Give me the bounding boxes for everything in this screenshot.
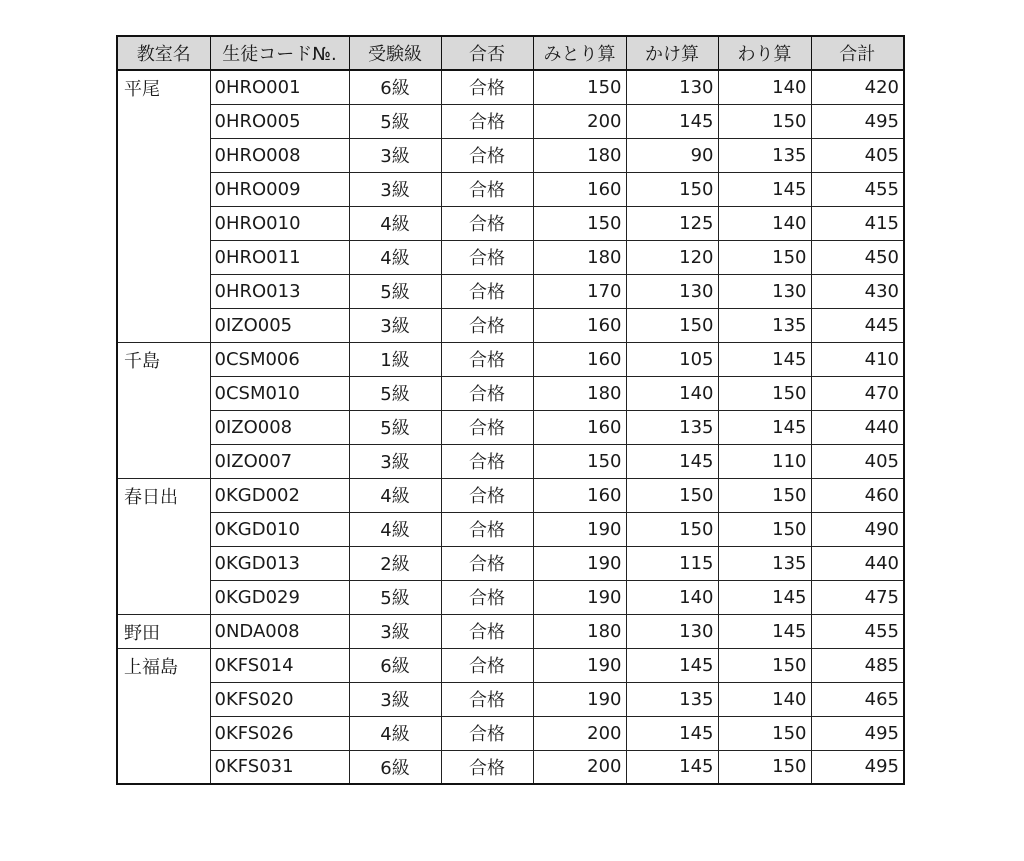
total-score-cell: 495	[811, 750, 904, 784]
grade-cell: 3級	[349, 614, 441, 648]
total-score-cell: 460	[811, 478, 904, 512]
multiplication-score-cell: 145	[626, 716, 718, 750]
multiplication-score-cell: 150	[626, 308, 718, 342]
grade-cell: 1級	[349, 342, 441, 376]
student-code-cell: 0CSM006	[210, 342, 349, 376]
mitori-score-cell: 180	[533, 614, 626, 648]
result-cell: 合格	[441, 648, 533, 682]
total-score-cell: 440	[811, 546, 904, 580]
result-cell: 合格	[441, 274, 533, 308]
division-score-cell: 150	[718, 750, 811, 784]
result-cell: 合格	[441, 478, 533, 512]
room-cell	[117, 240, 210, 274]
division-score-cell: 150	[718, 104, 811, 138]
table-row	[117, 240, 904, 274]
table-row	[117, 376, 904, 410]
result-cell: 合格	[441, 716, 533, 750]
total-score-cell: 430	[811, 274, 904, 308]
table-row	[117, 546, 904, 580]
student-code-cell: 0KFS020	[210, 682, 349, 716]
multiplication-score-cell: 120	[626, 240, 718, 274]
room-cell	[117, 750, 210, 784]
result-cell: 合格	[441, 580, 533, 614]
mitori-score-cell: 160	[533, 410, 626, 444]
multiplication-score-cell: 150	[626, 512, 718, 546]
room-cell	[117, 580, 210, 614]
multiplication-score-cell: 105	[626, 342, 718, 376]
room-cell	[117, 682, 210, 716]
table-row	[117, 580, 904, 614]
room-cell	[117, 546, 210, 580]
header-division: わり算	[718, 36, 811, 70]
total-score-cell: 415	[811, 206, 904, 240]
header-result: 合否	[441, 36, 533, 70]
division-score-cell: 140	[718, 682, 811, 716]
grade-cell: 2級	[349, 546, 441, 580]
room-cell	[117, 172, 210, 206]
mitori-score-cell: 160	[533, 478, 626, 512]
result-cell: 合格	[441, 70, 533, 104]
room-cell	[117, 308, 210, 342]
student-code-cell: 0KFS014	[210, 648, 349, 682]
multiplication-score-cell: 115	[626, 546, 718, 580]
student-code-cell: 0HRO001	[210, 70, 349, 104]
result-cell: 合格	[441, 444, 533, 478]
student-code-cell: 0CSM010	[210, 376, 349, 410]
total-score-cell: 420	[811, 70, 904, 104]
multiplication-score-cell: 150	[626, 478, 718, 512]
header-row	[117, 36, 904, 70]
grade-cell: 6級	[349, 648, 441, 682]
multiplication-score-cell: 140	[626, 376, 718, 410]
result-cell: 合格	[441, 206, 533, 240]
division-score-cell: 145	[718, 172, 811, 206]
multiplication-score-cell: 145	[626, 104, 718, 138]
multiplication-score-cell: 125	[626, 206, 718, 240]
division-score-cell: 110	[718, 444, 811, 478]
grade-cell: 5級	[349, 104, 441, 138]
student-code-cell: 0KGD002	[210, 478, 349, 512]
room-cell	[117, 138, 210, 172]
grade-cell: 3級	[349, 308, 441, 342]
mitori-score-cell: 150	[533, 206, 626, 240]
division-score-cell: 150	[718, 376, 811, 410]
table-row	[117, 70, 904, 104]
mitori-score-cell: 180	[533, 376, 626, 410]
total-score-cell: 405	[811, 138, 904, 172]
header-student-code: 生徒コード№.	[210, 36, 349, 70]
grade-cell: 4級	[349, 478, 441, 512]
mitori-score-cell: 200	[533, 716, 626, 750]
student-code-cell: 0KGD013	[210, 546, 349, 580]
division-score-cell: 130	[718, 274, 811, 308]
grade-cell: 6級	[349, 750, 441, 784]
total-score-cell: 490	[811, 512, 904, 546]
division-score-cell: 135	[718, 308, 811, 342]
division-score-cell: 150	[718, 648, 811, 682]
room-cell	[117, 104, 210, 138]
mitori-score-cell: 190	[533, 682, 626, 716]
result-cell: 合格	[441, 240, 533, 274]
results-table	[116, 35, 905, 785]
room-cell: 上福島	[117, 648, 210, 682]
multiplication-score-cell: 145	[626, 648, 718, 682]
multiplication-score-cell: 140	[626, 580, 718, 614]
table-row	[117, 410, 904, 444]
room-cell: 平尾	[117, 70, 210, 104]
grade-cell: 3級	[349, 138, 441, 172]
table-row	[117, 716, 904, 750]
table-row	[117, 512, 904, 546]
result-cell: 合格	[441, 172, 533, 206]
result-cell: 合格	[441, 138, 533, 172]
mitori-score-cell: 190	[533, 648, 626, 682]
result-cell: 合格	[441, 682, 533, 716]
grade-cell: 4級	[349, 716, 441, 750]
table-row	[117, 682, 904, 716]
division-score-cell: 140	[718, 70, 811, 104]
student-code-cell: 0IZO005	[210, 308, 349, 342]
mitori-score-cell: 180	[533, 138, 626, 172]
room-cell	[117, 716, 210, 750]
result-cell: 合格	[441, 614, 533, 648]
grade-cell: 3級	[349, 172, 441, 206]
grade-cell: 5級	[349, 376, 441, 410]
division-score-cell: 150	[718, 240, 811, 274]
total-score-cell: 450	[811, 240, 904, 274]
header-exam-grade: 受験級	[349, 36, 441, 70]
multiplication-score-cell: 150	[626, 172, 718, 206]
student-code-cell: 0IZO008	[210, 410, 349, 444]
mitori-score-cell: 200	[533, 104, 626, 138]
total-score-cell: 475	[811, 580, 904, 614]
room-cell: 千島	[117, 342, 210, 376]
table-body	[117, 70, 904, 784]
result-cell: 合格	[441, 104, 533, 138]
division-score-cell: 145	[718, 410, 811, 444]
grade-cell: 6級	[349, 70, 441, 104]
room-cell: 野田	[117, 614, 210, 648]
table-row	[117, 104, 904, 138]
student-code-cell: 0NDA008	[210, 614, 349, 648]
grade-cell: 5級	[349, 580, 441, 614]
division-score-cell: 135	[718, 546, 811, 580]
total-score-cell: 405	[811, 444, 904, 478]
grade-cell: 4級	[349, 240, 441, 274]
division-score-cell: 140	[718, 206, 811, 240]
total-score-cell: 445	[811, 308, 904, 342]
room-cell: 春日出	[117, 478, 210, 512]
grade-cell: 5級	[349, 410, 441, 444]
mitori-score-cell: 160	[533, 342, 626, 376]
result-cell: 合格	[441, 750, 533, 784]
total-score-cell: 455	[811, 172, 904, 206]
mitori-score-cell: 200	[533, 750, 626, 784]
grade-cell: 3級	[349, 444, 441, 478]
table-row	[117, 648, 904, 682]
result-cell: 合格	[441, 512, 533, 546]
room-cell	[117, 376, 210, 410]
student-code-cell: 0HRO009	[210, 172, 349, 206]
student-code-cell: 0HRO013	[210, 274, 349, 308]
grade-cell: 3級	[349, 682, 441, 716]
table-row	[117, 206, 904, 240]
table-row	[117, 172, 904, 206]
division-score-cell: 150	[718, 478, 811, 512]
division-score-cell: 145	[718, 614, 811, 648]
multiplication-score-cell: 130	[626, 614, 718, 648]
multiplication-score-cell: 130	[626, 70, 718, 104]
multiplication-score-cell: 90	[626, 138, 718, 172]
mitori-score-cell: 190	[533, 546, 626, 580]
mitori-score-cell: 160	[533, 308, 626, 342]
student-code-cell: 0KGD010	[210, 512, 349, 546]
room-cell	[117, 444, 210, 478]
student-code-cell: 0KFS031	[210, 750, 349, 784]
student-code-cell: 0KFS026	[210, 716, 349, 750]
grade-cell: 4級	[349, 512, 441, 546]
total-score-cell: 455	[811, 614, 904, 648]
mitori-score-cell: 190	[533, 512, 626, 546]
mitori-score-cell: 190	[533, 580, 626, 614]
multiplication-score-cell: 135	[626, 410, 718, 444]
room-cell	[117, 206, 210, 240]
table-row	[117, 274, 904, 308]
total-score-cell: 495	[811, 104, 904, 138]
result-cell: 合格	[441, 308, 533, 342]
mitori-score-cell: 170	[533, 274, 626, 308]
student-code-cell: 0KGD029	[210, 580, 349, 614]
total-score-cell: 465	[811, 682, 904, 716]
header-total: 合計	[811, 36, 904, 70]
table-row	[117, 138, 904, 172]
multiplication-score-cell: 130	[626, 274, 718, 308]
result-cell: 合格	[441, 546, 533, 580]
table-row	[117, 614, 904, 648]
student-code-cell: 0HRO005	[210, 104, 349, 138]
mitori-score-cell: 150	[533, 70, 626, 104]
multiplication-score-cell: 145	[626, 750, 718, 784]
table-row	[117, 750, 904, 784]
student-code-cell: 0HRO008	[210, 138, 349, 172]
room-cell	[117, 410, 210, 444]
multiplication-score-cell: 135	[626, 682, 718, 716]
result-cell: 合格	[441, 376, 533, 410]
division-score-cell: 145	[718, 342, 811, 376]
result-cell: 合格	[441, 342, 533, 376]
student-code-cell: 0HRO011	[210, 240, 349, 274]
table-row	[117, 444, 904, 478]
student-code-cell: 0HRO010	[210, 206, 349, 240]
mitori-score-cell: 150	[533, 444, 626, 478]
total-score-cell: 485	[811, 648, 904, 682]
total-score-cell: 495	[811, 716, 904, 750]
table-row	[117, 342, 904, 376]
header-room: 教室名	[117, 36, 210, 70]
multiplication-score-cell: 145	[626, 444, 718, 478]
mitori-score-cell: 160	[533, 172, 626, 206]
room-cell	[117, 512, 210, 546]
mitori-score-cell: 180	[533, 240, 626, 274]
header-mitori: みとり算	[533, 36, 626, 70]
student-code-cell: 0IZO007	[210, 444, 349, 478]
total-score-cell: 470	[811, 376, 904, 410]
division-score-cell: 150	[718, 716, 811, 750]
division-score-cell: 145	[718, 580, 811, 614]
result-cell: 合格	[441, 410, 533, 444]
header-multiplication: かけ算	[626, 36, 718, 70]
division-score-cell: 135	[718, 138, 811, 172]
room-cell	[117, 274, 210, 308]
total-score-cell: 410	[811, 342, 904, 376]
grade-cell: 4級	[349, 206, 441, 240]
division-score-cell: 150	[718, 512, 811, 546]
total-score-cell: 440	[811, 410, 904, 444]
table-row	[117, 308, 904, 342]
table-row	[117, 478, 904, 512]
grade-cell: 5級	[349, 274, 441, 308]
